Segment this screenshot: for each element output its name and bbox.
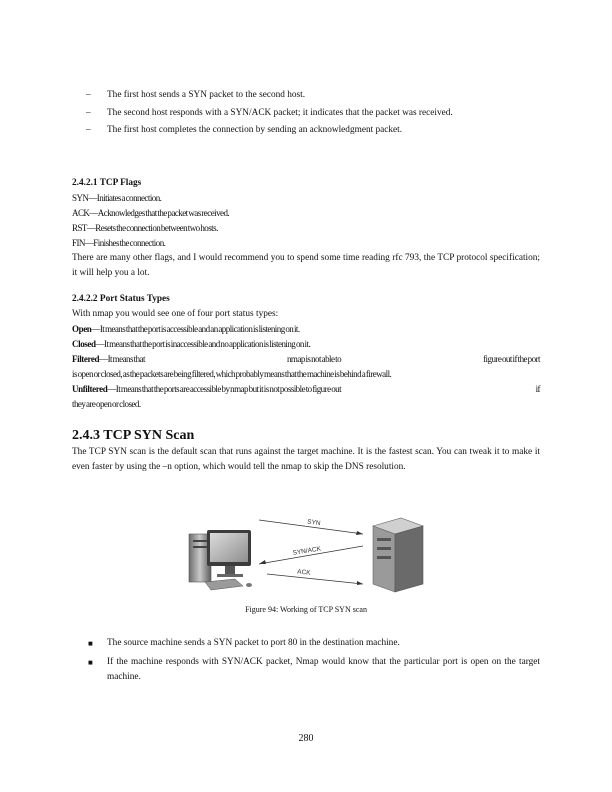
flag-rst: RST—Resets the connection between two hosts. (72, 223, 218, 233)
status-filtered-cont: is open or closed, as the packets are being filtered, which probably means that the machine is behind a firewall. (72, 369, 392, 379)
server-icon (373, 518, 423, 592)
port-status-heading: 2.4.2.2 Port Status Types (72, 294, 170, 304)
syn-scan-figure (187, 512, 427, 594)
page-number: 280 (298, 733, 314, 744)
status-open: Open—It means that the port is accessible and an application is listening on it. (72, 324, 300, 334)
computer-icon (189, 530, 252, 590)
syn-scan-body: The TCP SYN scan is the default scan that runs against the target machine. It is the fastest scan. You can tweak it to make it even faster by using the –n option, which would tell the nmap to skip the DNS resolution. (72, 447, 540, 472)
tcp-flags-section (72, 176, 540, 281)
port-status-section (72, 292, 540, 412)
list-item: ■ The source machine sends a SYN packet to port 80 in the destination machine. (88, 638, 400, 648)
status-unfiltered: Unfiltered—It means that the ports are accessible by nmap but it is not possible to figure out if (72, 384, 540, 394)
ack-label: ACK (296, 568, 311, 577)
figure-caption: Figure 94: Working of TCP SYN scan (245, 605, 367, 614)
handshake-steps-list (72, 88, 540, 141)
list-item: – The first host sends a SYN packet to the second host. (86, 90, 306, 100)
scan-steps-list (72, 636, 540, 689)
list-item: – The first host completes the connection by sending an acknowledgment packet. (86, 125, 403, 135)
syn-ack-arrow (259, 545, 363, 564)
syn-ack-label: SYN/ACK (292, 545, 322, 557)
flag-fin: FIN—Finishes the connection. (72, 238, 166, 248)
flag-syn: SYN—Initiates a connection. (72, 193, 162, 203)
status-unfiltered-cont: they are open or closed. (72, 399, 141, 409)
status-closed: Closed—It means that the port is inaccessible and no application is listening on it. (72, 339, 311, 349)
flag-ack: ACK—Acknowledges that the packet was received. (72, 208, 230, 218)
flags-note: There are many other flags, and I would recommend you to spend some time reading rfc 793, the TCP protocol specification; it will help you a lot. (72, 253, 540, 278)
syn-scan-heading: 2.4.3 TCP SYN Scan (72, 428, 195, 443)
syn-label: SYN (306, 518, 321, 528)
list-item: – The second host responds with a SYN/ACK packet; it indicates that the packet was received. (86, 107, 453, 118)
status-filtered: Filtered—It means that nmap is not able to figure out if the port (72, 354, 540, 364)
port-status-intro: With nmap you would see one of four port status types: (72, 309, 279, 319)
ack-arrow (267, 568, 363, 585)
tcp-flags-heading: 2.4.2.1 TCP Flags (72, 178, 142, 188)
syn-scan-diagram (187, 512, 427, 594)
list-item: ■ If the machine responds with SYN/ACK packet, Nmap would know that the particular port is open on the target machine. (88, 656, 540, 682)
syn-arrow (259, 519, 363, 535)
syn-scan-section (72, 427, 540, 475)
